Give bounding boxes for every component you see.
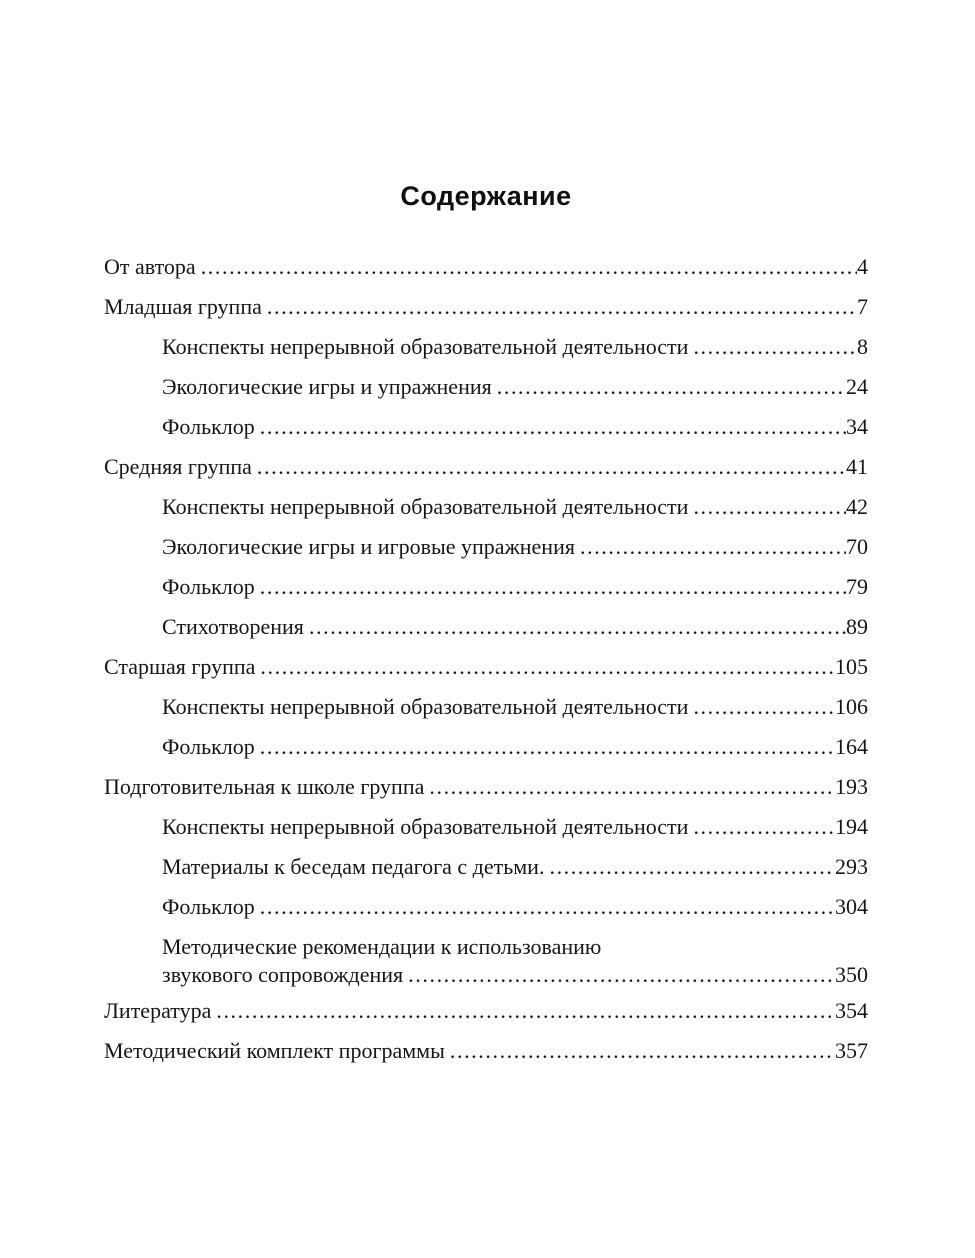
- dot-leader: [450, 1039, 835, 1062]
- page-title: Содержание: [400, 181, 572, 211]
- dot-leader: [580, 535, 846, 558]
- toc-entry-page: 354: [835, 998, 868, 1023]
- toc-entry-label: Подготовительная к школе группа: [104, 774, 425, 799]
- toc-entry[interactable]: [104, 255, 868, 278]
- toc-entry[interactable]: [104, 963, 868, 986]
- toc-entry-label: Фольклор: [162, 734, 255, 759]
- toc-entry-label: Экологические игры и упражнения: [162, 374, 492, 399]
- toc-entry-page: 357: [835, 1038, 868, 1063]
- toc-entry-label: Конспекты непрерывной образовательной деятельности: [162, 814, 689, 839]
- toc-entry-label: Фольклор: [162, 574, 255, 599]
- toc-entry-label: Методические рекомендации к использованию: [162, 934, 602, 959]
- dot-leader: [260, 415, 846, 438]
- toc-entry[interactable]: [104, 495, 868, 518]
- dot-leader: [408, 963, 835, 986]
- toc-entry[interactable]: [104, 335, 868, 358]
- toc-entry-label: Конспекты непрерывной образовательной деятельности: [162, 694, 689, 719]
- dot-leader: [693, 695, 835, 718]
- dot-leader: [257, 455, 846, 478]
- toc-entry[interactable]: [104, 575, 868, 598]
- dot-leader: [267, 295, 857, 318]
- toc-entry-label: Средняя группа: [104, 454, 252, 479]
- dot-leader: [216, 999, 835, 1022]
- dot-leader: [429, 775, 835, 798]
- toc-entry-page: 79: [846, 574, 868, 599]
- toc-entry-label: Литература: [104, 998, 212, 1023]
- toc-entry-page: 293: [835, 854, 868, 879]
- toc-entry[interactable]: [104, 815, 868, 838]
- toc-entry[interactable]: [104, 855, 868, 878]
- toc-entry-label: Экологические игры и игровые упражнения: [162, 534, 575, 559]
- dot-leader: [309, 615, 846, 638]
- toc-entry-label: Фольклор: [162, 414, 255, 439]
- toc-entry-label: Старшая группа: [104, 654, 256, 679]
- dot-leader: [693, 335, 857, 358]
- toc-entry[interactable]: [104, 695, 868, 718]
- dot-leader: [693, 815, 835, 838]
- toc-entry[interactable]: [104, 655, 868, 678]
- toc-entry-label: Стихотворения: [162, 614, 304, 639]
- toc-entry-page: 42: [846, 494, 868, 519]
- dot-leader: [260, 735, 835, 758]
- dot-leader: [549, 855, 835, 878]
- toc-entry-label: Методический комплект программы: [104, 1038, 445, 1063]
- toc-entry-multiline[interactable]: [104, 935, 868, 986]
- toc-entry-page: 70: [846, 534, 868, 559]
- toc-entry-page: 8: [857, 334, 868, 359]
- toc-entry-page: 193: [835, 774, 868, 799]
- dot-leader: [260, 895, 835, 918]
- toc-entry-page: 7: [857, 294, 868, 319]
- dot-leader: [693, 495, 846, 518]
- toc-entry-page: 304: [835, 894, 868, 919]
- dot-leader: [260, 575, 846, 598]
- toc-entry[interactable]: [104, 455, 868, 478]
- toc-entry-label: Фольклор: [162, 894, 255, 919]
- toc-entry-label: Младшая группа: [104, 294, 262, 319]
- toc-entry[interactable]: [104, 999, 868, 1022]
- toc-entry[interactable]: [104, 375, 868, 398]
- dot-leader: [260, 655, 835, 678]
- toc-entry[interactable]: [104, 1039, 868, 1062]
- toc-entry-label: звукового сопровождения: [162, 962, 404, 987]
- dot-leader: [201, 255, 857, 278]
- toc-entry-page: 350: [835, 962, 868, 987]
- toc-entry[interactable]: [104, 295, 868, 318]
- toc-entry-page: 106: [835, 694, 868, 719]
- toc-entry-label: Конспекты непрерывной образовательной деятельности: [162, 494, 689, 519]
- dot-leader: [497, 375, 846, 398]
- toc-list: [104, 255, 868, 1062]
- toc-entry[interactable]: [104, 775, 868, 798]
- toc-entry-page: 34: [846, 414, 868, 439]
- toc-entry[interactable]: [104, 415, 868, 438]
- toc-entry[interactable]: [104, 895, 868, 918]
- toc-entry-page: 194: [835, 814, 868, 839]
- toc-entry[interactable]: [104, 735, 868, 758]
- toc-entry-page: 105: [835, 654, 868, 679]
- toc-entry-page: 41: [846, 454, 868, 479]
- toc-entry-page: 4: [857, 254, 868, 279]
- toc-entry[interactable]: [104, 615, 868, 638]
- toc-entry-page: 24: [846, 374, 868, 399]
- toc-entry-label: От автора: [104, 254, 196, 279]
- toc-entry[interactable]: [104, 535, 868, 558]
- toc-entry-page: 164: [835, 734, 868, 759]
- toc-entry-label: Конспекты непрерывной образовательной деятельности: [162, 334, 689, 359]
- toc-entry-label: Материалы к беседам педагога с детьми.: [162, 854, 545, 879]
- toc-entry-page: 89: [846, 614, 868, 639]
